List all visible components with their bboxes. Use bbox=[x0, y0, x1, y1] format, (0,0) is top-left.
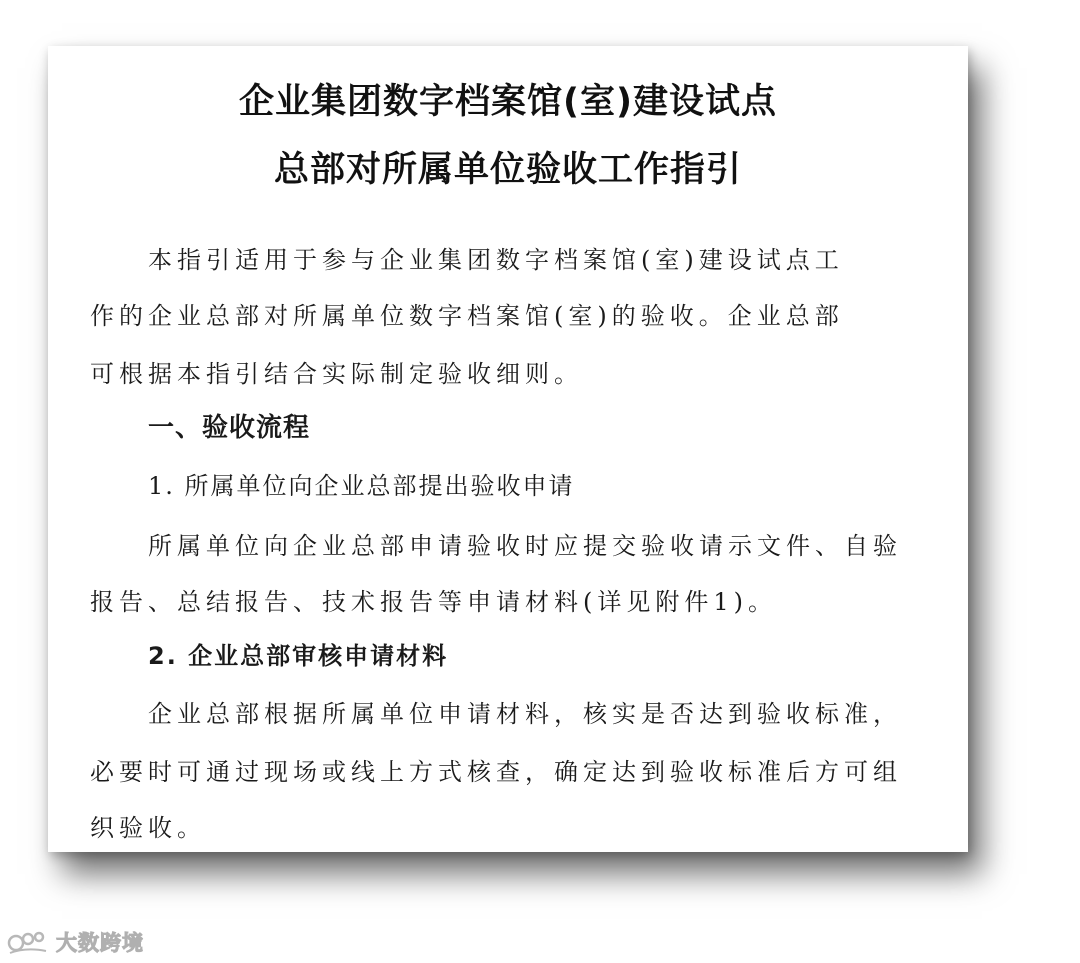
paragraph-line: 可根据本指引结合实际制定验收细则。 bbox=[90, 360, 583, 388]
document-title-line-2: 总部对所属单位验收工作指引 bbox=[273, 150, 742, 190]
paragraph-line: 作的企业总部对所属单位数字档案馆(室)的验收。企业总部 bbox=[90, 302, 844, 330]
paragraph-line: 所属单位向企业总部申请验收时应提交验收请示文件、自验 bbox=[148, 532, 902, 560]
paragraph-line: 必要时可通过现场或线上方式核查，确定达到验收标准后方可组 bbox=[90, 758, 902, 786]
section-heading: 一、验收流程 bbox=[148, 413, 311, 443]
document-page bbox=[48, 46, 968, 852]
paragraph-line: 织验收。 bbox=[90, 814, 206, 842]
watermark-text: 大数跨境 bbox=[56, 931, 144, 955]
document-title-line-1: 企业集团数字档案馆(室)建设试点 bbox=[239, 82, 777, 122]
watermark bbox=[6, 924, 144, 960]
logo-icon bbox=[6, 927, 52, 957]
paragraph-line: 企业总部根据所属单位申请材料，核实是否达到验收标准， bbox=[148, 700, 902, 728]
paragraph-line: 本指引适用于参与企业集团数字档案馆(室)建设试点工 bbox=[148, 246, 844, 274]
subsection-heading: 2. 企业总部审核申请材料 bbox=[148, 642, 449, 670]
subsection-heading: 1. 所属单位向企业总部提出验收申请 bbox=[148, 472, 575, 500]
paragraph-line: 报告、总结报告、技术报告等申请材料(详见附件1)。 bbox=[90, 588, 777, 616]
